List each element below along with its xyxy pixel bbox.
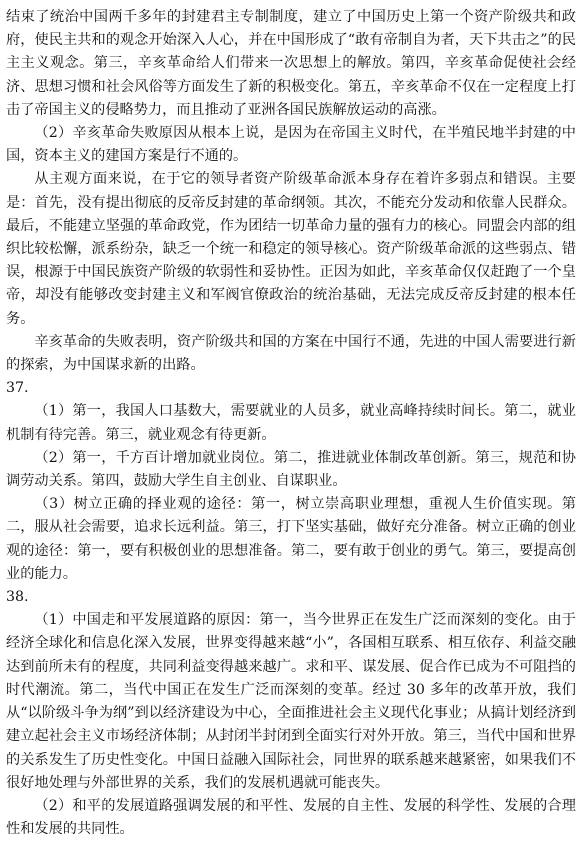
paragraph-37-part-2: （2）第一，千方百计增加就业岗位。第二，推进就业体制改革创新。第三，规范和协调劳动关系。第四，鼓励大学生自主创业、自谋职业。 [6, 449, 576, 490]
paragraph-revolution-significance: 结束了统治中国两千多年的封建君主专制制度，建立了中国历史上第一个资产阶级共和政府，使民主共和的观念开始深入人心，并在中国形成了“敢有帝制自为者，天下共击之”的民主主义观念。第三，辛亥革命给人们带来一次思想上的解放。第四，辛亥革命促使社会经济、思想习惯和社会风俗等方面发生了新的积极变化。第五，辛亥革命不仅在一定程度上打击了帝国主义的侵略势力，而且推动了亚洲各国民族解放运动的高涨。 [6, 9, 576, 118]
question-number-38: 38. [6, 589, 29, 606]
paragraph-38-part-2: （2）和平的发展道路强调发展的和平性、发展的自主性、发展的科学性、发展的合理性和发展的共同性。 [6, 797, 576, 838]
paragraph-37-part-3: （3）树立正确的择业观的途径：第一，树立崇高职业理想，重视人生价值实现。第二，服从社会需要，追求长远利益。第三，打下坚实基础，做好充分准备。树立正确的创业观的途径：第一，要有积极创业的思想准备。第二，要有敢于创业的勇气。第三，要提高创业的能力。 [6, 496, 576, 582]
question-number-37: 37. [6, 380, 29, 397]
paragraph-failure-root-cause: （2）辛亥革命失败原因从根本上说，是因为在帝国主义时代，在半殖民地半封建的中国，资本主义的建国方案是行不通的。 [6, 125, 576, 165]
paragraph-failure-subjective-cause: 从主观方面来说，在于它的领导者资产阶级革命派本身存在着许多弱点和错误。主要是：首先，没有提出彻底的反帝反封建的革命纲领。其次，不能充分发动和依靠人民群众。最后，不能建立坚强的革命政党，作为团结一切革命力量的强有力的核心。同盟会内部的组织比较松懈，派系纷杂，缺乏一个统一和稳定的领导核心。资产阶级革命派的这些弱点、错误，根源于中国民族资产阶级的软弱性和妥协性。正因为如此，辛亥革命仅仅赶跑了一个皇帝，却没有能够改变封建主义和军阀官僚政治的统治基础，无法完成反帝反封建的根本任务。 [6, 171, 576, 327]
paragraph-38-part-1: （1）中国走和平发展道路的原因：第一，当今世界正在发生广泛而深刻的变化。由于经济全球化和信息化深入发展，世界变得越来越“小”，各国相互联系、相互依存、利益交融达到前所未有的程度，共同利益变得越来越广。求和平、谋发展、促合作已成为不可阻挡的时代潮流。第二，当代中国正在发生广泛而深刻的变革。经过 30 多年的改革开放，我们从“以阶级斗争为纲”到以经济建设为中心，全面推进社会主义现代化事业；从搞计划经济到建立起社会主义市场经济体制；从封闭半封闭到全面实行对外开放。第三，当代中国和世界的关系发生了历史性变化。中国日益融入国际社会，同世界的联系越来越紧密，如果我们不很好地处理与外部世界的关系，我们的发展机遇就可能丧失。 [6, 612, 576, 791]
paragraph-failure-conclusion: 辛亥革命的失败表明，资产阶级共和国的方案在中国行不通，先进的中国人需要进行新的探索，为中国谋求新的出路。 [6, 333, 576, 374]
paragraph-37-part-1: （1）第一，我国人口基数大，需要就业的人员多，就业高峰持续时间长。第二，就业机制有待完善。第三，就业观念有待更新。 [6, 403, 576, 443]
